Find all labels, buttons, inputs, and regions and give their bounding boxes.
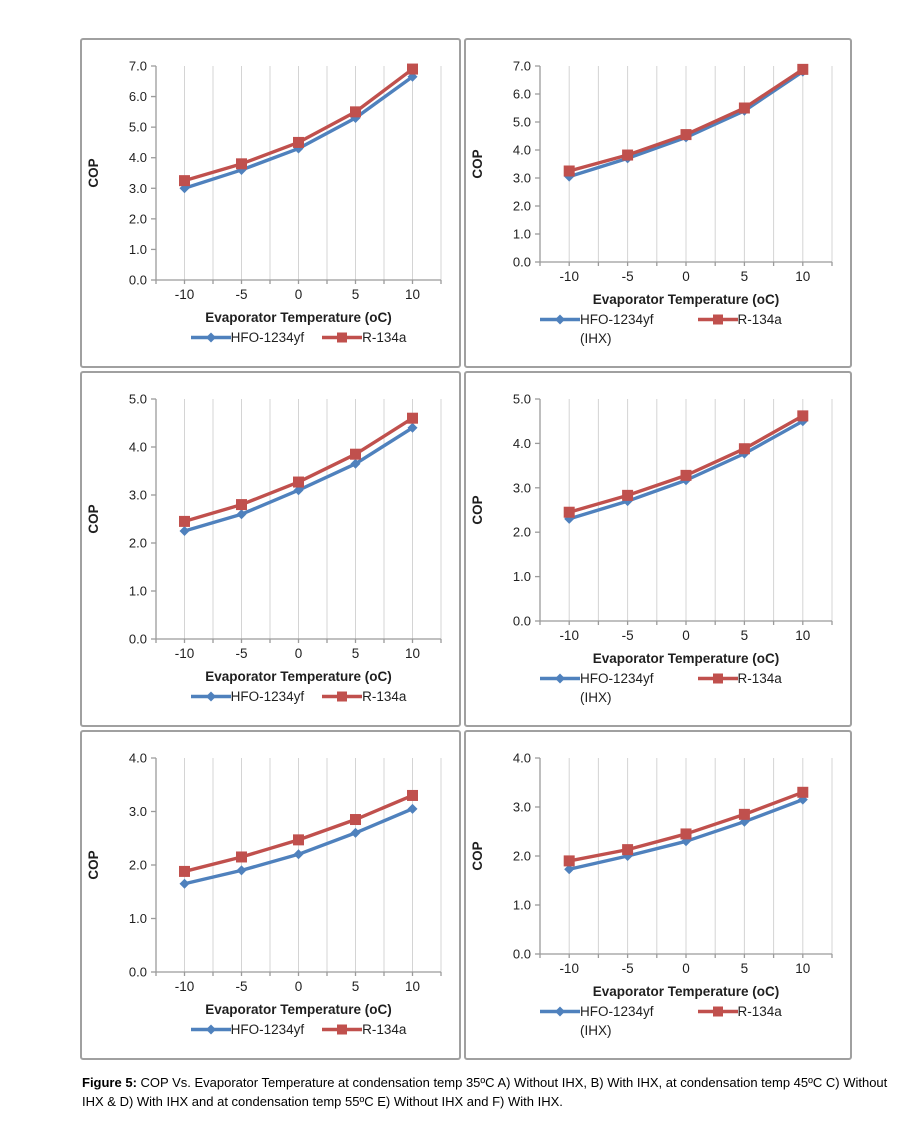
x-tick-label: 10	[404, 979, 421, 994]
legend-label: R-134a	[737, 671, 782, 686]
y-axis-title: COP	[470, 495, 485, 525]
y-tick-label: 4.0	[128, 439, 147, 455]
square-marker-icon	[236, 158, 247, 169]
y-tick-label: 2.0	[512, 524, 531, 540]
legend-square-marker-icon	[322, 690, 362, 703]
y-tick-label: 2.0	[512, 198, 531, 214]
y-tick-label: 3.0	[128, 804, 147, 819]
charts-grid	[80, 38, 910, 1060]
legend-item-r-134a	[698, 671, 782, 687]
y-tick-label: 5.0	[512, 391, 531, 407]
square-marker-icon	[739, 809, 750, 820]
square-marker-icon	[681, 470, 692, 481]
chart-E-legend	[82, 1022, 459, 1038]
square-marker-icon	[236, 499, 247, 510]
chart-D-legend	[466, 671, 850, 705]
x-tick-label: -10	[174, 979, 195, 994]
figure-caption-label: Figure 5:	[82, 1075, 137, 1090]
chart-F-legend	[466, 1004, 850, 1038]
x-tick-label: -10	[559, 269, 579, 284]
legend-item-r-134a	[322, 1022, 406, 1038]
y-tick-label: 0.0	[128, 964, 147, 980]
figure-caption	[82, 1074, 910, 1112]
legend-label: HFO-1234yf	[580, 1004, 654, 1019]
legend-label: R-134a	[362, 1022, 407, 1037]
y-axis-title: COP	[86, 158, 101, 188]
legend-item-hfo-1234yf	[191, 330, 305, 346]
square-marker-icon	[681, 828, 692, 839]
chart-C-legend	[82, 689, 459, 705]
legend-label: R-134a	[737, 312, 782, 327]
y-tick-label: 5.0	[128, 391, 147, 407]
square-marker-icon	[407, 790, 418, 801]
x-tick-label: 10	[795, 269, 811, 284]
square-marker-icon	[179, 516, 190, 527]
chart-panel-f	[464, 730, 852, 1060]
square-marker-icon	[407, 413, 418, 424]
square-marker-icon	[564, 507, 575, 518]
y-tick-label: 4.0	[128, 150, 147, 166]
y-axis-title: COP	[470, 841, 485, 871]
legend-item-r-134a	[698, 1004, 782, 1020]
square-marker-icon	[350, 449, 361, 460]
x-tick-label: 10	[404, 287, 421, 302]
y-tick-label: 4.0	[512, 142, 531, 158]
legend-square-marker-icon	[322, 331, 362, 344]
square-marker-icon	[739, 103, 750, 114]
x-axis-title: Evaporator Temperature (oC)	[592, 984, 780, 999]
y-tick-label: 3.0	[512, 799, 531, 815]
x-tick-label: -5	[235, 979, 248, 994]
x-tick-label: -5	[621, 961, 634, 976]
diamond-marker-icon	[180, 879, 190, 889]
x-tick-label: 5	[351, 287, 360, 302]
y-tick-label: 2.0	[128, 535, 147, 551]
x-tick-label: 0	[294, 979, 303, 994]
x-tick-label: -5	[235, 646, 248, 661]
legend-label: HFO-1234yf	[230, 1022, 305, 1037]
y-tick-label: 4.0	[128, 750, 147, 766]
y-tick-label: 2.0	[128, 857, 147, 873]
y-tick-label: 1.0	[512, 226, 531, 242]
x-tick-label: 0	[682, 961, 690, 976]
square-marker-icon	[797, 64, 808, 75]
y-tick-label: 5.0	[128, 119, 147, 135]
y-tick-label: 0.0	[512, 613, 531, 629]
y-tick-label: 1.0	[512, 569, 531, 585]
chart-panel-b	[464, 38, 852, 368]
y-tick-label: 3.0	[128, 180, 147, 196]
x-tick-label: 5	[740, 628, 749, 643]
legend-item-r-134a	[322, 330, 406, 346]
legend-item-hfo-1234yf	[540, 1004, 654, 1038]
square-marker-icon	[350, 106, 361, 117]
legend-item-hfo-1234yf	[191, 1022, 305, 1038]
y-tick-label: 7.0	[512, 58, 531, 74]
legend-label-suffix: (IHX)	[580, 689, 612, 705]
square-marker-icon	[797, 410, 808, 421]
y-tick-label: 1.0	[128, 911, 147, 926]
x-tick-label: 0	[682, 628, 690, 643]
square-marker-icon	[293, 477, 304, 488]
x-tick-label: 10	[795, 961, 811, 976]
x-tick-label: 0	[294, 287, 303, 302]
y-tick-label: 7.0	[128, 58, 147, 74]
x-tick-label: -10	[559, 961, 579, 976]
y-tick-label: 6.0	[128, 89, 147, 105]
y-axis-title: COP	[470, 149, 485, 179]
x-tick-label: -5	[621, 269, 634, 284]
y-tick-label: 1.0	[128, 583, 147, 599]
legend-diamond-marker-icon	[540, 313, 580, 326]
gridlines	[185, 66, 442, 280]
chart-panel-a	[80, 38, 461, 368]
y-tick-label: 0.0	[128, 631, 147, 647]
legend-diamond-marker-icon	[540, 672, 580, 685]
chart-panel-d	[464, 371, 852, 727]
x-tick-label: -10	[174, 646, 195, 661]
chart-B-plot	[466, 40, 850, 312]
square-marker-icon	[622, 150, 633, 161]
x-tick-label: 10	[404, 646, 421, 661]
diamond-marker-icon	[180, 526, 190, 536]
y-tick-label: 3.0	[512, 170, 531, 186]
square-marker-icon	[622, 490, 633, 501]
square-marker-icon	[236, 851, 247, 862]
x-tick-label: 0	[294, 646, 303, 661]
legend-square-marker-icon	[322, 1023, 362, 1036]
y-tick-label: 6.0	[512, 86, 531, 102]
y-axis-title: COP	[86, 504, 101, 534]
gridlines	[185, 758, 442, 972]
x-axis-title: Evaporator Temperature (oC)	[592, 651, 780, 666]
legend-label: R-134a	[362, 689, 407, 704]
legend-label: R-134a	[737, 1004, 782, 1019]
gridlines	[569, 399, 832, 621]
legend-square-marker-icon	[698, 313, 738, 326]
legend-item-r-134a	[698, 312, 782, 328]
y-tick-label: 4.0	[512, 750, 531, 766]
gridlines	[569, 758, 832, 954]
legend-label: R-134a	[362, 330, 407, 345]
diamond-marker-icon	[294, 849, 304, 859]
legend-label: HFO-1234yf	[230, 689, 305, 704]
square-marker-icon	[564, 855, 575, 866]
y-tick-label: 5.0	[512, 114, 531, 130]
x-tick-label: 5	[740, 961, 749, 976]
square-marker-icon	[293, 137, 304, 148]
legend-label: HFO-1234yf	[580, 312, 654, 327]
diamond-marker-icon	[408, 804, 418, 814]
legend-diamond-marker-icon	[191, 331, 231, 344]
square-marker-icon	[681, 129, 692, 140]
legend-item-hfo-1234yf	[540, 312, 654, 346]
square-marker-icon	[350, 814, 361, 825]
square-marker-icon	[179, 866, 190, 877]
y-tick-label: 4.0	[512, 435, 531, 451]
x-tick-label: 0	[682, 269, 690, 284]
legend-item-r-134a	[322, 689, 406, 705]
x-tick-label: -10	[559, 628, 579, 643]
legend-diamond-marker-icon	[540, 1005, 580, 1018]
x-tick-label: 10	[795, 628, 811, 643]
x-axis-title: Evaporator Temperature (oC)	[205, 1002, 392, 1017]
square-marker-icon	[564, 166, 575, 177]
square-marker-icon	[407, 64, 418, 75]
legend-label-suffix: (IHX)	[580, 330, 612, 346]
legend-label-suffix: (IHX)	[580, 1022, 612, 1038]
legend-diamond-marker-icon	[191, 690, 231, 703]
y-tick-label: 1.0	[128, 241, 147, 257]
legend-item-hfo-1234yf	[540, 671, 654, 705]
x-tick-label: -10	[174, 287, 195, 302]
chart-C-plot	[82, 373, 459, 689]
y-tick-label: 0.0	[512, 946, 531, 962]
legend-diamond-marker-icon	[191, 1023, 231, 1036]
y-tick-label: 0.0	[512, 254, 531, 270]
x-axis-title: Evaporator Temperature (oC)	[592, 292, 780, 307]
y-tick-label: 3.0	[512, 480, 531, 496]
figure-caption-text: COP Vs. Evaporator Temperature at condensation temp 35ºC A) Without IHX, B) With IHX, at condensation temp 45ºC C) Without IHX & D) With IHX and at condensation temp 55ºC E) Without IHX and F) With IHX.	[82, 1075, 888, 1109]
chart-A-legend	[82, 330, 459, 346]
y-tick-label: 2.0	[512, 848, 531, 864]
legend-item-hfo-1234yf	[191, 689, 305, 705]
x-tick-label: 5	[351, 646, 360, 661]
x-tick-label: 5	[351, 979, 360, 994]
legend-square-marker-icon	[698, 1005, 738, 1018]
chart-F-plot	[466, 732, 850, 1004]
square-marker-icon	[739, 443, 750, 454]
legend-label: HFO-1234yf	[230, 330, 305, 345]
square-marker-icon	[179, 175, 190, 186]
chart-A-plot	[82, 40, 459, 330]
figure-5	[80, 38, 910, 1112]
y-tick-label: 2.0	[128, 211, 147, 227]
x-tick-label: -5	[621, 628, 634, 643]
legend-label: HFO-1234yf	[580, 671, 654, 686]
square-marker-icon	[797, 787, 808, 798]
y-tick-label: 1.0	[512, 897, 531, 913]
diamond-marker-icon	[351, 828, 361, 838]
diamond-marker-icon	[237, 865, 247, 875]
y-axis-title: COP	[86, 850, 101, 880]
x-tick-label: 5	[740, 269, 749, 284]
chart-D-plot	[466, 373, 850, 671]
square-marker-icon	[293, 834, 304, 845]
legend-square-marker-icon	[698, 672, 738, 685]
x-tick-label: -5	[235, 287, 248, 302]
x-axis-title: Evaporator Temperature (oC)	[205, 310, 392, 325]
square-marker-icon	[622, 844, 633, 855]
x-axis-title: Evaporator Temperature (oC)	[205, 669, 392, 684]
chart-B-legend	[466, 312, 850, 346]
y-tick-label: 3.0	[128, 487, 147, 503]
y-tick-label: 0.0	[128, 272, 147, 288]
chart-panel-c	[80, 371, 461, 727]
chart-panel-e	[80, 730, 461, 1060]
chart-E-plot	[82, 732, 459, 1022]
diamond-marker-icon	[237, 509, 247, 519]
